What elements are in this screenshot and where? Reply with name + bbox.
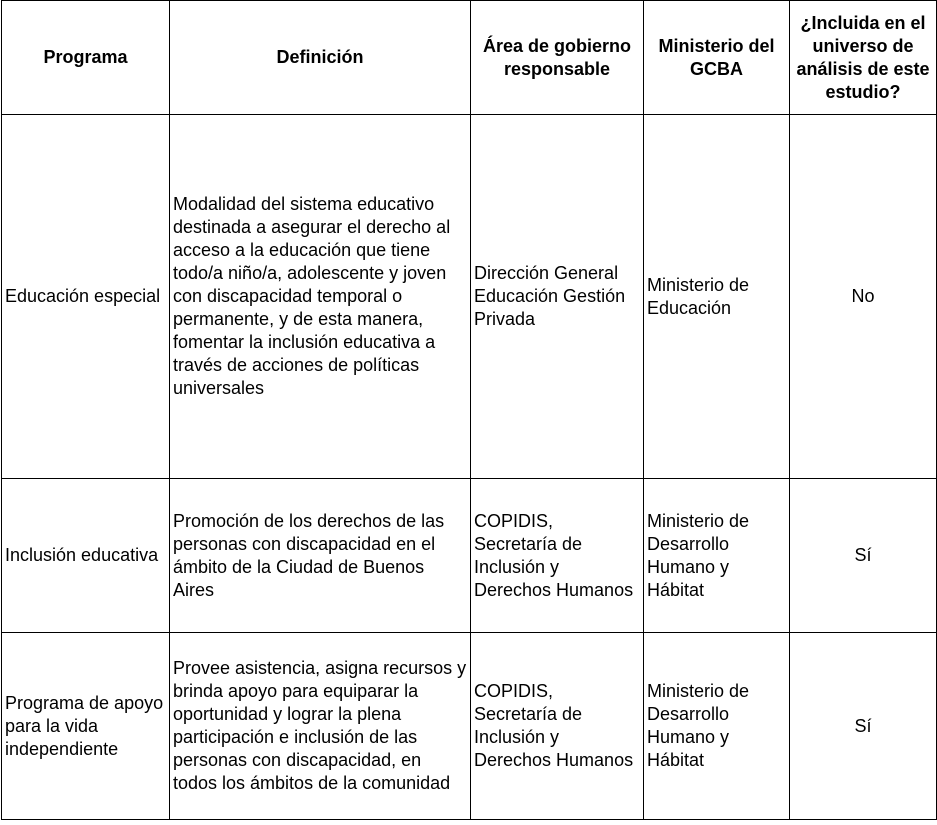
cell-area: Dirección General Educación Gestión Privada <box>471 115 644 479</box>
cell-definition: Provee asistencia, asigna recursos y brinda apoyo para equiparar la oportunidad y lograr la plena participación e inclusión de las personas con discapacidad, en todos los ámbitos de la comunidad <box>170 633 471 820</box>
cell-included: Sí <box>790 479 937 633</box>
cell-program: Programa de apoyo para la vida independiente <box>2 633 170 820</box>
header-ministry: Ministerio del GCBA <box>644 1 790 115</box>
header-program: Programa <box>2 1 170 115</box>
header-row <box>2 1 937 115</box>
table-row <box>2 633 937 820</box>
cell-included: Sí <box>790 633 937 820</box>
cell-definition: Modalidad del sistema educativo destinada a asegurar el derecho al acceso a la educación que tiene todo/a niño/a, adolescente y joven con discapacidad temporal o permanente, y de esta manera, fomentar la inclusión educativa a través de acciones de políticas universales <box>170 115 471 479</box>
header-definition: Definición <box>170 1 471 115</box>
cell-program: Inclusión educativa <box>2 479 170 633</box>
cell-ministry: Ministerio de Desarrollo Humano y Hábitat <box>644 479 790 633</box>
cell-ministry: Ministerio de Educación <box>644 115 790 479</box>
programs-table <box>1 0 937 820</box>
cell-area: COPIDIS, Secretaría de Inclusión y Derechos Humanos <box>471 479 644 633</box>
header-area: Área de gobierno responsable <box>471 1 644 115</box>
table-row <box>2 115 937 479</box>
cell-ministry: Ministerio de Desarrollo Humano y Hábitat <box>644 633 790 820</box>
cell-area: COPIDIS, Secretaría de Inclusión y Derechos Humanos <box>471 633 644 820</box>
header-included: ¿Incluida en el universo de análisis de este estudio? <box>790 1 937 115</box>
cell-definition: Promoción de los derechos de las personas con discapacidad en el ámbito de la Ciudad de Buenos Aires <box>170 479 471 633</box>
table-row <box>2 479 937 633</box>
cell-included: No <box>790 115 937 479</box>
cell-program: Educación especial <box>2 115 170 479</box>
